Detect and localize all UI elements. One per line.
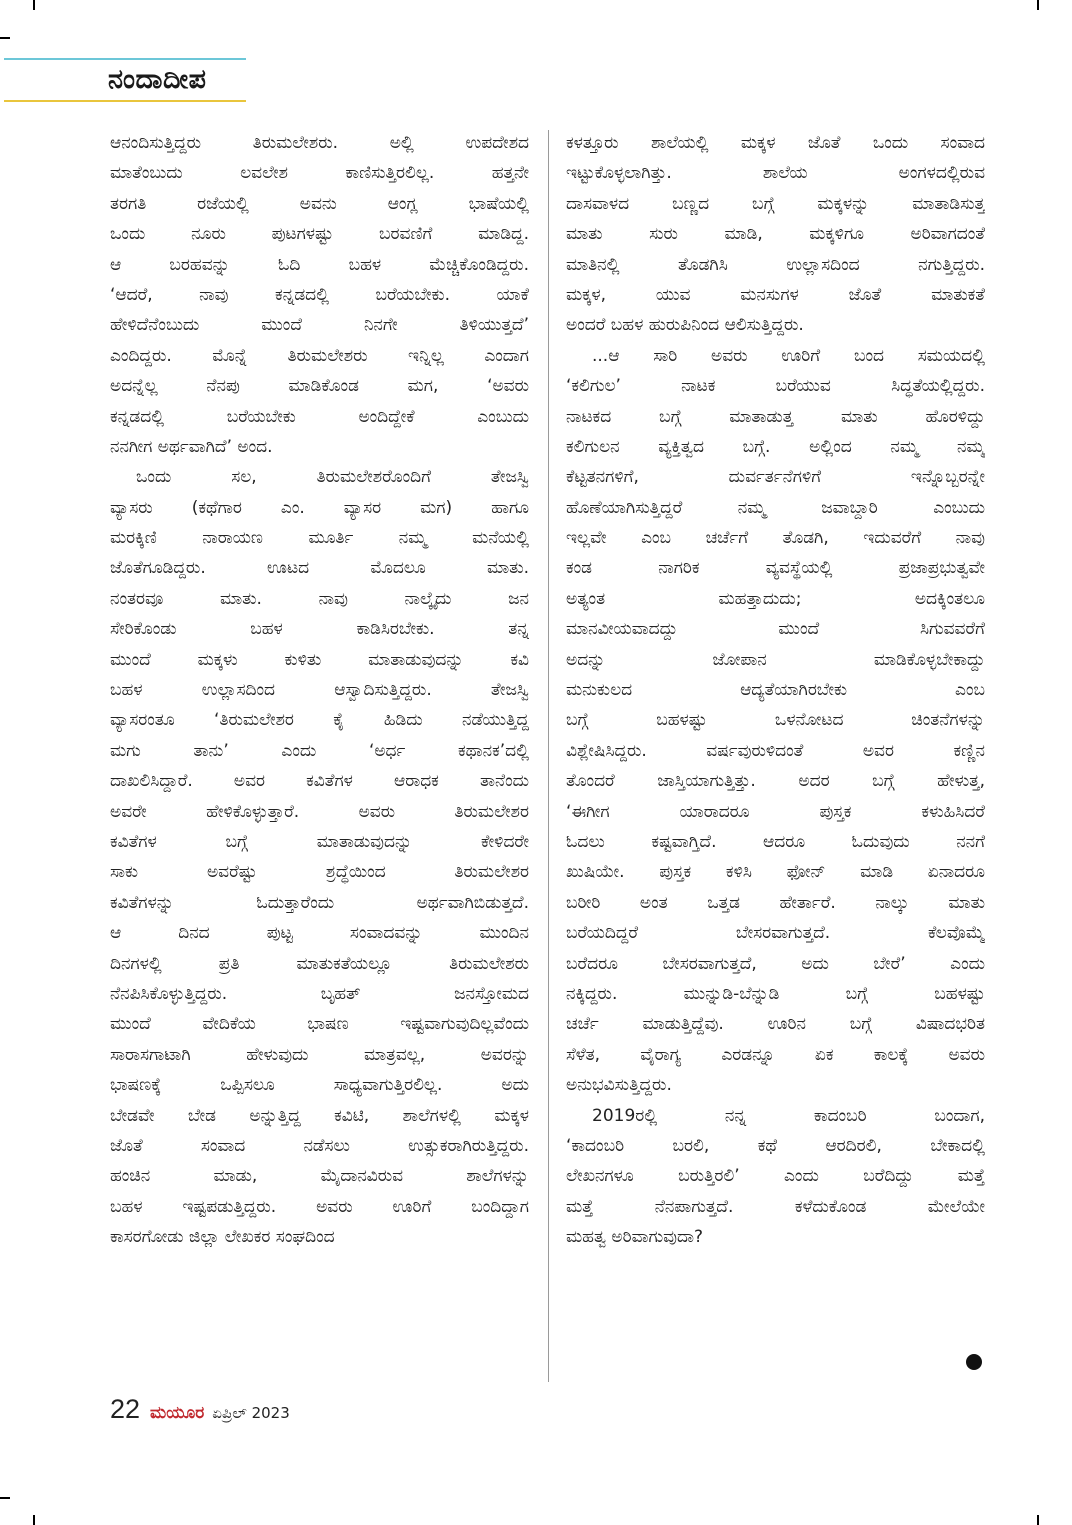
text-line: ಅವರೇ ಹೇಳಿಕೊಳ್ಳುತ್ತಾರೆ. ಅವರು ತಿರುಮಲೇಶರ [110,801,529,822]
text-line: ಬರೀರಿ ಅಂತ ಒತ್ತಡ ಹೇರ್ತಾರೆ. ನಾಲ್ಕು ಮಾತು [566,892,985,913]
text-line: ವ್ಯಾಸರಂತೂ ‘ತಿರುಮಲೇಶರ ಕೈ ಹಿಡಿದು ನಡೆಯುತ್ತಿದ್ದ [110,710,529,731]
text-line: ಆ ಬರಹವನ್ನು ಓದಿ ಬಹಳ ಮೆಚ್ಚಿಕೊಂಡಿದ್ದರು. [110,254,529,275]
text-line: ಮುಂದೆ ವೇದಿಕೆಯ ಭಾಷಣ ಇಷ್ಟವಾಗುವುದಿಲ್ಲವೆಂದು [110,1014,529,1035]
text-line: 2019ರಲ್ಲಿ ನನ್ನ ಕಾದಂಬರಿ ಬಂದಾಗ, [592,1105,985,1126]
page-footer [110,1394,290,1428]
text-line: ಹೊಣೆಯಾಗಿಸುತ್ತಿದ್ದರೆ ನಮ್ಮ ಜವಾಬ್ದಾರಿ ಎಂಬುದು [566,497,985,518]
text-line: ಮಾನವೀಯವಾದದ್ದು ಮುಂದೆ ಸಿಗುವವರೆಗೆ [566,619,985,640]
text-line: ‘ಕಾದಂಬರಿ ಬರಲಿ, ಕಥೆ ಆರದಿರಲಿ, ಬೇಕಾದಲ್ಲಿ [566,1135,985,1156]
text-line: ಒಂದು ನೂರು ಪುಟಗಳಷ್ಟು ಬರವಣಿಗೆ ಮಾಡಿದ್ದ. [110,224,529,245]
crop-mark [33,0,35,10]
text-line: ಸೇರಿಕೊಂಡು ಬಹಳ ಕಾಡಿಸಿರಬೇಕು. ತನ್ನ [110,619,529,640]
text-line: ಚರ್ಚೆ ಮಾಡುತ್ತಿದ್ದೆವು. ಊರಿನ ಬಗ್ಗೆ ವಿಷಾದಭರಿತ [566,1014,985,1035]
crop-mark [0,1497,10,1499]
text-line: ಸೆಳೆತ, ವೈರಾಗ್ಯ ಎರಡನ್ನೂ ಏಕ ಕಾಲಕ್ಕೆ ಅವರು [566,1044,985,1065]
text-line: ಕಲಿಗುಲನ ವ್ಯಕ್ತಿತ್ವದ ಬಗ್ಗೆ. ಅಲ್ಲಿಂದ ನಮ್ಮ ನಮ್ಮ [566,436,985,457]
text-line: ನಾಟಕದ ಬಗ್ಗೆ ಮಾತಾಡುತ್ತ ಮಾತು ಹೊರಳಿದ್ದು [566,406,985,427]
text-line: ಬೇಡವೇ ಬೇಡ ಅನ್ನುತ್ತಿದ್ದ ಕವಿಟಿ, ಶಾಲೆಗಳಲ್ಲಿ ಮಕ್ಕಳ [110,1105,529,1126]
text-line: ಹಂಚಿನ ಮಾಡು, ಮೈದಾನವಿರುವ ಶಾಲೆಗಳನ್ನು [110,1166,529,1187]
text-line: ಆನಂದಿಸುತ್ತಿದ್ದರು ತಿರುಮಲೇಶರು. ಅಲ್ಲಿ ಉಪದೇಶದ [110,133,529,153]
text-line: ಮಗು ತಾನು’ ಎಂದು ‘ಅರ್ಧ ಕಥಾನಕ’ದಲ್ಲಿ [110,740,529,761]
crop-mark [1037,1515,1039,1525]
header-rule-top [4,58,246,60]
right-column [566,128,985,1252]
paragraph [566,1101,985,1253]
text-line: ಕವಿತೆಗಳನ್ನು ಓದುತ್ತಾರೆಂದು ಅರ್ಥವಾಗಿಬಿಡುತ್ತದೆ. [110,892,529,913]
text-line: ಮಹತ್ವ ಅರಿವಾಗುವುದಾ? [566,1227,703,1248]
text-line: ತರಗತಿ ರಜೆಯಲ್ಲಿ ಅವನು ಆಂಗ್ಲ ಭಾಷೆಯಲ್ಲಿ [110,193,529,214]
text-line: ಮಾತು ಸುರು ಮಾಡಿ, ಮಕ್ಕಳಿಗೂ ಅರಿವಾಗದಂತೆ [566,224,985,245]
text-line: ಇಟ್ಟುಕೊಳ್ಳಲಾಗಿತ್ತು. ಶಾಲೆಯ ಅಂಗಳದಲ್ಲಿರುವ [566,163,985,184]
text-line: ಕಂಡ ನಾಗರಿಕ ವ್ಯವಸ್ಥೆಯಲ್ಲಿ ಪ್ರಜಾಪ್ರಭುತ್ವವೇ [566,558,985,579]
paragraph [566,341,985,1101]
text-line: ‘ಕಲಿಗುಲ’ ನಾಟಕ ಬರೆಯುವ ಸಿದ್ಧತೆಯಲ್ಲಿದ್ದರು. [566,376,985,397]
text-line: ಎಂದಿದ್ದರು. ಮೊನ್ನೆ ತಿರುಮಲೇಶರು ಇನ್ನಿಲ್ಲ ಎಂದಾಗ [110,345,529,366]
text-line: ಓದಲು ಕಷ್ಟವಾಗ್ತಿದೆ. ಆದರೂ ಓದುವುದು ನನಗೆ [566,831,985,852]
left-column [110,128,529,1252]
text-line: ವಿಶ್ಲೇಷಿಸಿದ್ದರು. ವರ್ಷವುರುಳಿದಂತೆ ಅವರ ಕಣ್ಣಿನ [566,740,985,761]
text-line: ಅಂದರೆ ಬಹಳ ಹುರುಪಿನಿಂದ ಆಲಿಸುತ್ತಿದ್ದರು. [566,315,804,336]
text-line: ದಿನಗಳಲ್ಲಿ ಪ್ರತಿ ಮಾತುಕತೆಯಲ್ಲೂ ತಿರುಮಲೇಶರು [110,953,529,974]
page-number: 22 [110,1394,141,1424]
text-line: ಸಾರಾಸಗಾಟಾಗಿ ಹೇಳುವುದು ಮಾತ್ರವಲ್ಲ, ಅವರನ್ನು [110,1044,529,1065]
text-line: ಬರೆದರೂ ಬೇಸರವಾಗುತ್ತದೆ, ಅದು ಬೇರೆ’ ಎಂದು [566,953,985,974]
text-line: ಮನುಕುಲದ ಆದ್ಯತೆಯಾಗಿರಬೇಕು ಎಂಬ [566,680,985,701]
issue-date: ಏಪ್ರಿಲ್ 2023 [212,1404,290,1422]
text-line: ಲೇಖನಗಳೂ ಬರುತ್ತಿರಲಿ’ ಎಂದು ಬರೆದಿದ್ದು ಮತ್ತೆ [566,1166,985,1187]
text-line: ಕನ್ನಡದಲ್ಲಿ ಬರೆಯಬೇಕು ಅಂದಿದ್ದೇಕೆ ಎಂಬುದು [110,406,529,427]
text-line: ಅನುಭವಿಸುತ್ತಿದ್ದರು. [566,1075,672,1096]
text-line: ಕಳತ್ತೂರು ಶಾಲೆಯಲ್ಲಿ ಮಕ್ಕಳ ಜೊತೆ ಒಂದು ಸಂವಾದ [566,133,985,153]
text-line: ಕಾಸರಗೋಡು ಜಿಲ್ಲಾ ಲೇಖಕರ ಸಂಘದಿಂದ [110,1227,335,1248]
paragraph [110,128,529,462]
text-line: ಜೊತೆ ಸಂವಾದ ನಡೆಸಲು ಉತ್ಸುಕರಾಗಿರುತ್ತಿದ್ದರು. [110,1135,529,1156]
text-line: ಅತ್ಯಂತ ಮಹತ್ತಾದುದು; ಅದಕ್ಕಿಂತಲೂ [566,588,985,609]
text-line: ಒಂದು ಸಲ, ತಿರುಮಲೇಶರೊಂದಿಗೆ ತೇಜಸ್ವಿ [136,467,529,488]
text-line: ಅದನ್ನು ಜೋಪಾನ ಮಾಡಿಕೊಳ್ಳಬೇಕಾದ್ದು [566,649,985,670]
text-line: ಖುಷಿಯೇ. ಪುಸ್ತಕ ಕಳಿಸಿ ಫೋನ್ ಮಾಡಿ ಏನಾದರೂ [566,862,985,883]
text-line: ಹೇಳಿದೆನೆಂಬುದು ಮುಂದೆ ನಿನಗೇ ತಿಳಿಯುತ್ತದೆ’ [110,315,529,336]
text-line: ಜೊತೆಗೂಡಿದ್ದರು. ಊಟದ ಮೊದಲೂ ಮಾತು. [110,558,529,579]
text-line: ಮಕ್ಕಳ, ಯುವ ಮನಸುಗಳ ಜೊತೆ ಮಾತುಕತೆ [566,284,985,305]
text-line: ...ಆ ಸಾರಿ ಅವರು ಊರಿಗೆ ಬಂದ ಸಮಯದಲ್ಲಿ [592,345,985,366]
text-line: ಕವಿತೆಗಳ ಬಗ್ಗೆ ಮಾತಾಡುವುದನ್ನು ಕೇಳಿದರೇ [110,831,529,852]
text-line: ದಾಖಲಿಸಿದ್ದಾರೆ. ಅವರ ಕವಿತೆಗಳ ಆರಾಧಕ ತಾನೆಂದು [110,771,529,792]
text-line: ಆ ದಿನದ ಪುಟ್ಟ ಸಂವಾದವನ್ನು ಮುಂದಿನ [110,923,529,944]
text-line: ತೊಂದರೆ ಜಾಸ್ತಿಯಾಗುತ್ತಿತ್ತು. ಅದರ ಬಗ್ಗೆ ಹೇಳುತ್ತ, [566,771,985,792]
text-line: ನನಗೀಗ ಅರ್ಥವಾಗಿದೆ’ ಅಂದ. [110,436,273,457]
header-rule-bottom [4,100,246,102]
text-line: ‘ಆದರೆ, ನಾವು ಕನ್ನಡದಲ್ಲಿ ಬರೆಯಬೇಕು. ಯಾಕೆ [110,284,529,305]
text-line: ಮರಕ್ಕಿಣಿ ನಾರಾಯಣ ಮೂರ್ತಿ ನಮ್ಮ ಮನೆಯಲ್ಲಿ [110,528,529,549]
crop-mark [33,1515,35,1525]
text-line: ನಕ್ಕಿದ್ದರು. ಮುನ್ನುಡಿ-ಬೆನ್ನುಡಿ ಬಗ್ಗೆ ಬಹಳಷ್ಟು [566,983,985,1004]
text-line: ಬಗ್ಗೆ ಬಹಳಷ್ಟು ಒಳನೋಟದ ಚಿಂತನೆಗಳನ್ನು [566,710,985,731]
paragraph [110,462,529,1252]
text-line: ಮಾತೆಂಬುದು ಲವಲೇಶ ಕಾಣಿಸುತ್ತಿರಲಿಲ್ಲ. ಹತ್ತನೇ [110,163,529,184]
column-divider [548,130,549,1382]
text-line: ‘ಈಗೀಗ ಯಾರಾದರೂ ಪುಸ್ತಕ ಕಳುಹಿಸಿದರೆ [566,801,985,822]
text-line: ಇಲ್ಲವೇ ಎಂಬ ಚರ್ಚೆಗೆ ತೊಡಗಿ, ಇದುವರೆಗೆ ನಾವು [566,528,985,549]
text-line: ವ್ಯಾಸರು (ಕಥೆಗಾರ ಎಂ. ವ್ಯಾಸರ ಮಗ) ಹಾಗೂ [110,497,529,518]
text-line: ನಂತರವೂ ಮಾತು. ನಾವು ನಾಲ್ಕೈದು ಜನ [110,588,529,609]
text-line: ನೆನಪಿಸಿಕೊಳ್ಳುತ್ತಿದ್ದರು. ಬೃಹತ್ ಜನಸ್ತೋಮದ [110,983,529,1004]
text-line: ಬಹಳ ಇಷ್ಟಪಡುತ್ತಿದ್ದರು. ಅವರು ಊರಿಗೆ ಬಂದಿದ್ದಾಗ [110,1196,529,1217]
section-title: ನಂದಾದೀಪ [108,64,207,95]
paragraph [566,128,985,341]
crop-mark [0,37,10,39]
end-of-article-bullet [966,1354,982,1370]
text-line: ಮಾತಿನಲ್ಲಿ ತೊಡಗಿಸಿ ಉಲ್ಲಾಸದಿಂದ ನಗುತ್ತಿದ್ದರು. [566,254,985,275]
text-line: ಬರೆಯದಿದ್ದರೆ ಬೇಸರವಾಗುತ್ತದೆ. ಕೆಲವೊಮ್ಮೆ [566,923,985,944]
text-line: ಬಹಳ ಉಲ್ಲಾಸದಿಂದ ಆಸ್ವಾದಿಸುತ್ತಿದ್ದರು. ತೇಜಸ್ವಿ [110,680,529,701]
text-line: ದಾಸವಾಳದ ಬಣ್ಣದ ಬಗ್ಗೆ ಮಕ್ಕಳನ್ನು ಮಾತಾಡಿಸುತ್ತ [566,193,985,214]
text-line: ಸಾಕು ಅವರೆಷ್ಟು ಶ್ರದ್ಧೆಯಿಂದ ತಿರುಮಲೇಶರ [110,862,529,883]
text-line: ಭಾಷಣಕ್ಕೆ ಒಪ್ಪಿಸಲೂ ಸಾಧ್ಯವಾಗುತ್ತಿರಲಿಲ್ಲ. ಅದು [110,1075,529,1096]
text-line: ಮುಂದೆ ಮಕ್ಕಳು ಕುಳಿತು ಮಾತಾಡುವುದನ್ನು ಕವಿ [110,649,529,670]
crop-mark [1037,0,1039,10]
magazine-logo: ಮಯೂರ [150,1403,205,1423]
text-line: ಮತ್ತೆ ನೆನಪಾಗುತ್ತದೆ. ಕಳೆದುಕೊಂಡ ಮೇಲೆಯೇ [566,1196,985,1217]
text-line: ಕೆಟ್ಟತನಗಳಿಗೆ, ದುರ್ವರ್ತನೆಗಳಿಗೆ ಇನ್ನೊಬ್ಬರನ್ನೇ [566,467,985,488]
text-line: ಅದನ್ನೆಲ್ಲ ನೆನಪು ಮಾಡಿಕೊಂಡ ಮಗ, ‘ಅವರು [110,376,529,397]
